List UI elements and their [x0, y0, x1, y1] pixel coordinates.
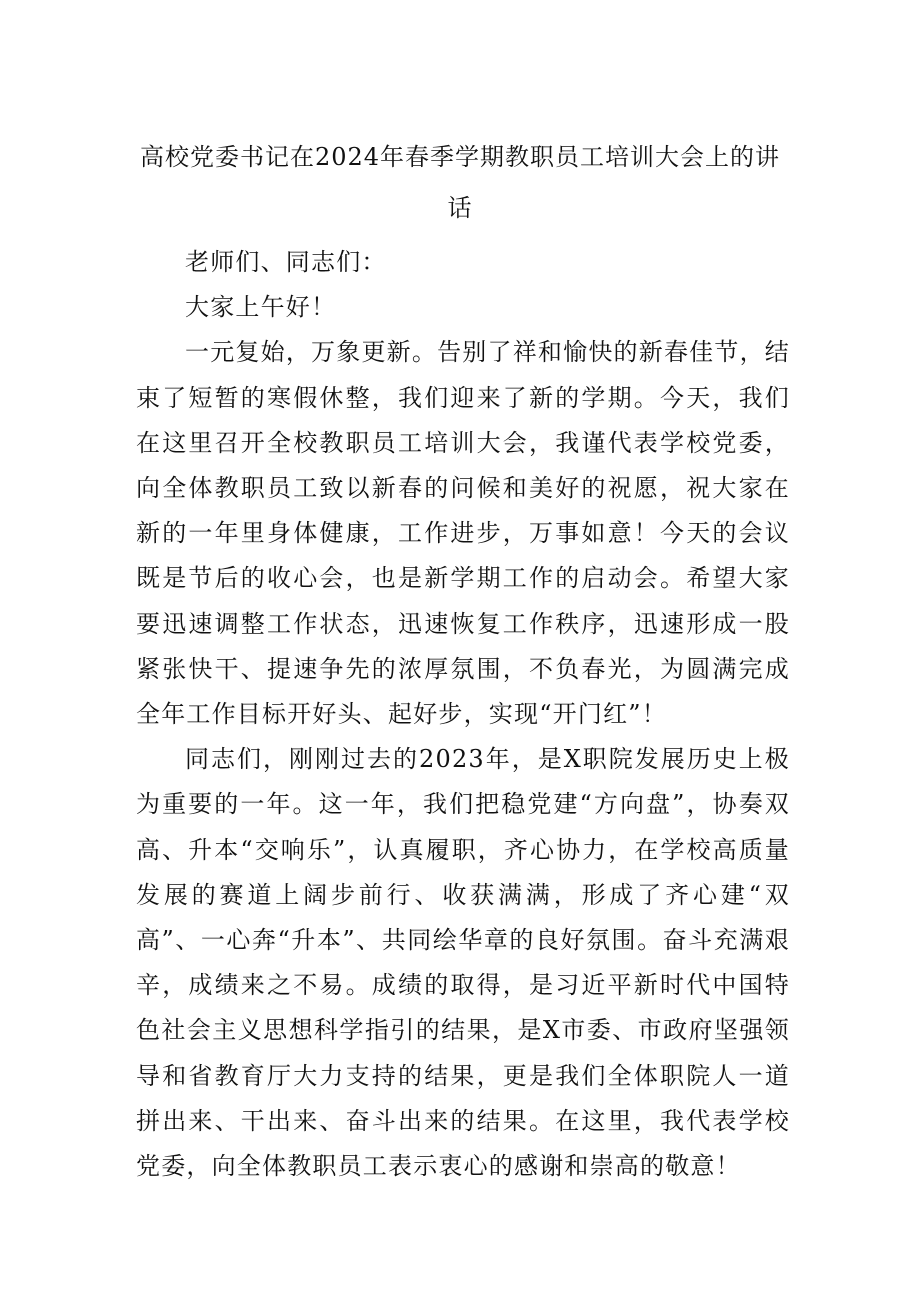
greeting-paragraph: 大家上午好！ [185, 293, 337, 322]
new-semester-paragraph: 一元复始，万象更新。告别了祥和愉快的新春佳节，结束了短暂的寒假休整，我们迎来了新的学期。今天，我们在这里召开全校教职员工培训大会，我谨代表学校党委，向全体教职员工致以新春的问候和美好的祝愿，祝大家在新的一年里身体健康，工作进步，万事如意！今天的会议既是节后的收心会，也是新学期工作的启动会。希望大家要迅速调整工作状态，迅速恢复工作秩序，迅速形成一股紧张快干、提速争先的浓厚氛围，不负春光，为圆满完成全年工作目标开好头、起好步，实现“开门红”！ [136, 338, 790, 729]
document-title-line-2-text: 话 [447, 194, 473, 222]
document-body [136, 240, 790, 1189]
review-2023-paragraph: 同志们，刚刚过去的2023年，是X职院发展历史上极为重要的一年。这一年，我们把稳党建“方向盘”，协奏双高、升本“交响乐”，认真履职，齐心协力，在学校高质量发展的赛道上阔步前行、收获满满，形成了齐心建“双高”、一心奔“升本”、共同绘华章的良好氛围。奋斗充满艰辛，成绩来之不易。成绩的取得，是习近平新时代中国特色社会主义思想科学指引的结果，是X市委、市政府坚强领导和省教育厅大力支持的结果，更是我们全体职院人一道拼出来、干出来、奋斗出来的结果。在这里，我代表学校党委，向全体教职员工表示衷心的感谢和崇高的敬意！ [136, 745, 790, 1181]
document-title-line-2 [0, 191, 920, 225]
salutation-paragraph: 老师们、同志们： [185, 248, 387, 276]
document-title-line-1: 高校党委书记在2024年春季学期教职员工培训大会上的讲 [139, 143, 781, 171]
